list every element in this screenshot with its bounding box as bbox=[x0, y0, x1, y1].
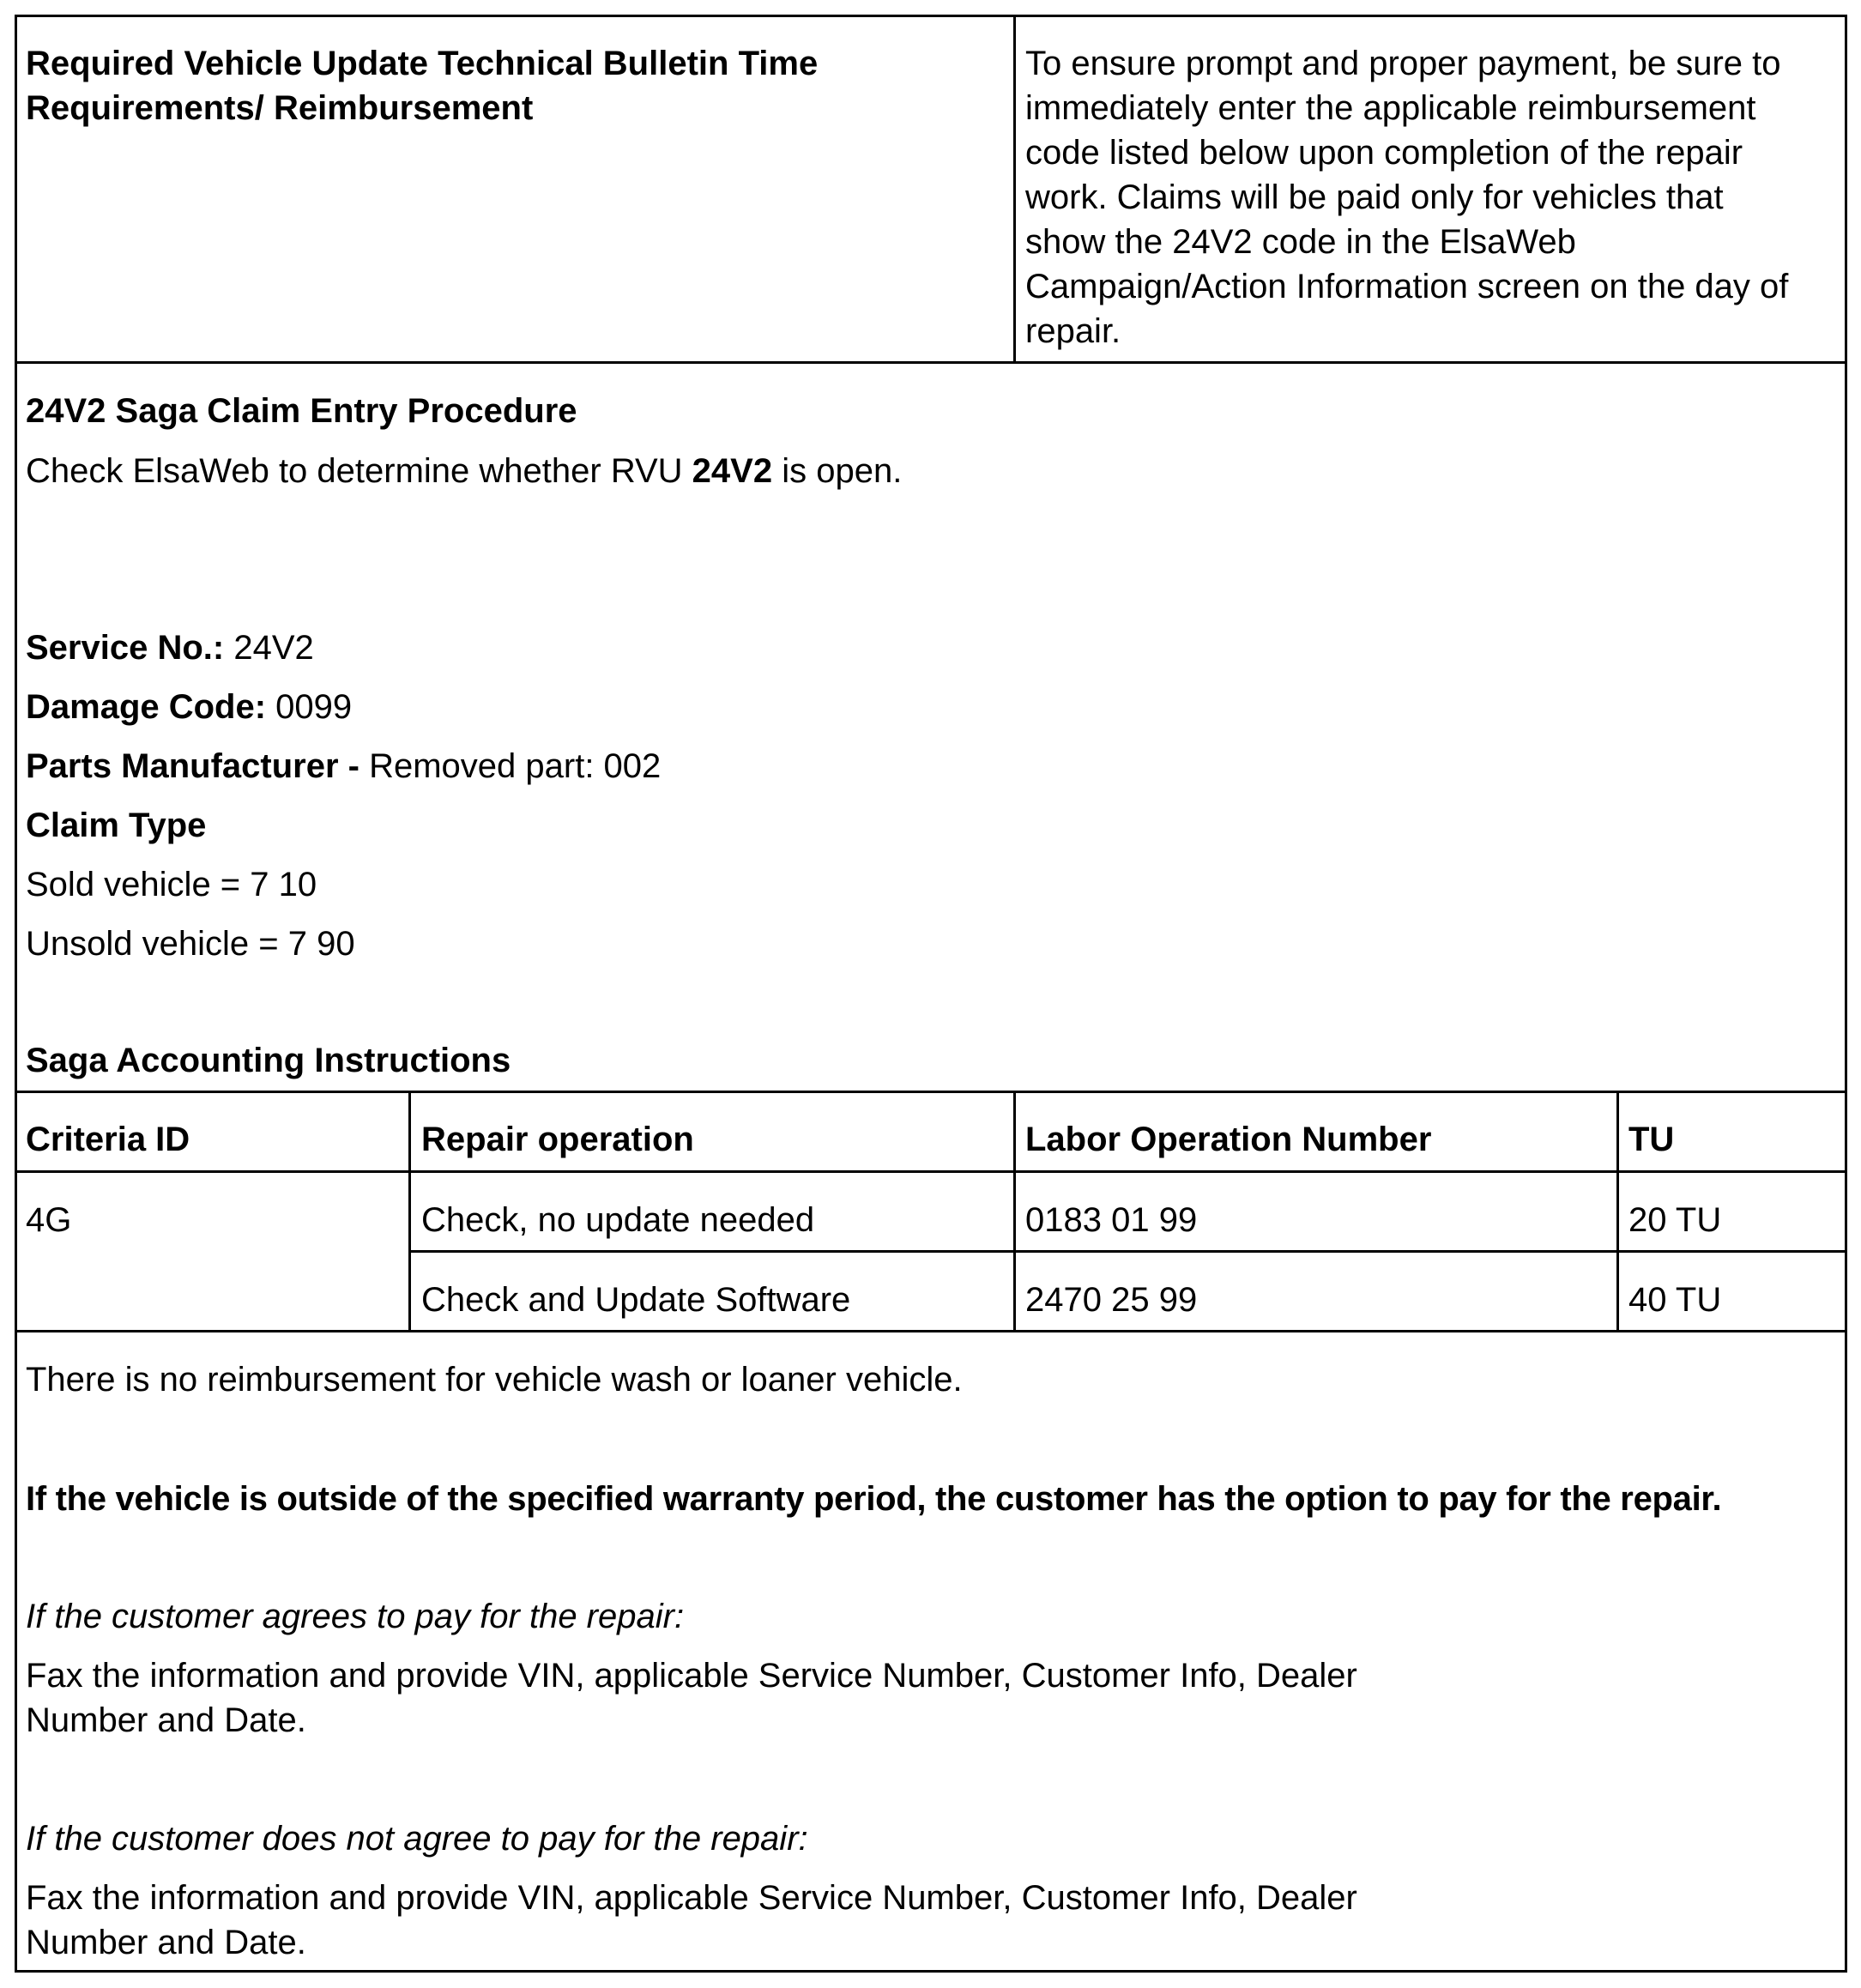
parts-manufacturer-value: Removed part: 002 bbox=[359, 747, 662, 785]
damage-code-value: 0099 bbox=[266, 688, 353, 726]
warranty-note: If the vehicle is outside of the specified warranty period, the customer has the option to pay for the repair. bbox=[26, 1480, 1722, 1518]
customer-declines-instruction-line-1: Fax the information and provide VIN, applicable Service Number, Customer Info, Dealer bbox=[26, 1879, 1357, 1917]
elsaweb-check-line bbox=[26, 449, 902, 493]
damage-code-line bbox=[26, 685, 352, 729]
table-header-criteria-id: Criteria ID bbox=[26, 1121, 190, 1158]
parts-manufacturer-line bbox=[26, 744, 661, 789]
bulletin-title-line-1: Required Vehicle Update Technical Bulletin Time bbox=[26, 45, 819, 82]
customer-declines-instruction-line-2: Number and Date. bbox=[26, 1924, 306, 1961]
divider-table-top bbox=[15, 1091, 1847, 1093]
procedure-heading: 24V2 Saga Claim Entry Procedure bbox=[26, 392, 577, 430]
table-cell-labor-number: 0183 01 99 bbox=[1025, 1201, 1198, 1239]
service-number-value: 24V2 bbox=[224, 629, 314, 667]
customer-declines-heading: If the customer does not agree to pay for the repair: bbox=[26, 1820, 808, 1858]
divider-col-2 bbox=[1013, 1091, 1016, 1332]
divider-header-column bbox=[1013, 15, 1016, 363]
table-cell-criteria-id: 4G bbox=[26, 1201, 72, 1239]
customer-agrees-heading: If the customer agrees to pay for the repair: bbox=[26, 1598, 685, 1635]
customer-agrees-instruction-line-2: Number and Date. bbox=[26, 1701, 306, 1739]
table-cell-tu: 20 TU bbox=[1628, 1201, 1722, 1239]
payment-note-line-4: work. Claims will be paid only for vehicles that bbox=[1025, 178, 1724, 216]
rvu-code: 24V2 bbox=[692, 452, 773, 490]
accounting-heading: Saga Accounting Instructions bbox=[26, 1042, 511, 1079]
bulletin-title-line-2: Requirements/ Reimbursement bbox=[26, 89, 534, 127]
table-cell-operation: Check, no update needed bbox=[421, 1201, 815, 1239]
unsold-vehicle-code: Unsold vehicle = 7 90 bbox=[26, 925, 355, 963]
no-reimbursement-note: There is no reimbursement for vehicle wash or loaner vehicle. bbox=[26, 1361, 963, 1399]
divider-table-row bbox=[410, 1250, 1847, 1253]
divider-table-header bbox=[15, 1170, 1847, 1173]
payment-note-line-2: immediately enter the applicable reimbursement bbox=[1025, 89, 1756, 127]
table-cell-operation: Check and Update Software bbox=[421, 1281, 851, 1319]
customer-agrees-instruction-line-1: Fax the information and provide VIN, applicable Service Number, Customer Info, Dealer bbox=[26, 1657, 1357, 1695]
table-cell-tu: 40 TU bbox=[1628, 1281, 1722, 1319]
elsaweb-check-suffix: is open. bbox=[772, 452, 903, 490]
divider-col-1 bbox=[408, 1091, 411, 1332]
service-number-label: Service No.: bbox=[26, 629, 225, 667]
divider-header bbox=[15, 361, 1847, 364]
payment-note-line-3: code listed below upon completion of the repair bbox=[1025, 134, 1743, 172]
divider-table-bottom bbox=[15, 1330, 1847, 1332]
table-cell-labor-number: 2470 25 99 bbox=[1025, 1281, 1198, 1319]
elsaweb-check-prefix: Check ElsaWeb to determine whether RVU bbox=[26, 452, 692, 490]
table-header-tu: TU bbox=[1628, 1121, 1675, 1158]
table-header-labor-operation: Labor Operation Number bbox=[1025, 1121, 1432, 1158]
parts-manufacturer-label: Parts Manufacturer - bbox=[26, 747, 360, 785]
payment-note-line-6: Campaign/Action Information screen on the day of bbox=[1025, 268, 1789, 305]
sold-vehicle-code: Sold vehicle = 7 10 bbox=[26, 866, 317, 903]
table-header-repair-operation: Repair operation bbox=[421, 1121, 694, 1158]
divider-col-3 bbox=[1616, 1091, 1619, 1332]
damage-code-label: Damage Code: bbox=[26, 688, 267, 726]
payment-note-line-7: repair. bbox=[1025, 312, 1121, 350]
payment-note-line-1: To ensure prompt and proper payment, be sure to bbox=[1025, 45, 1781, 82]
service-number-line bbox=[26, 625, 314, 670]
claim-type-label: Claim Type bbox=[26, 807, 207, 844]
payment-note-line-5: show the 24V2 code in the ElsaWeb bbox=[1025, 223, 1576, 261]
